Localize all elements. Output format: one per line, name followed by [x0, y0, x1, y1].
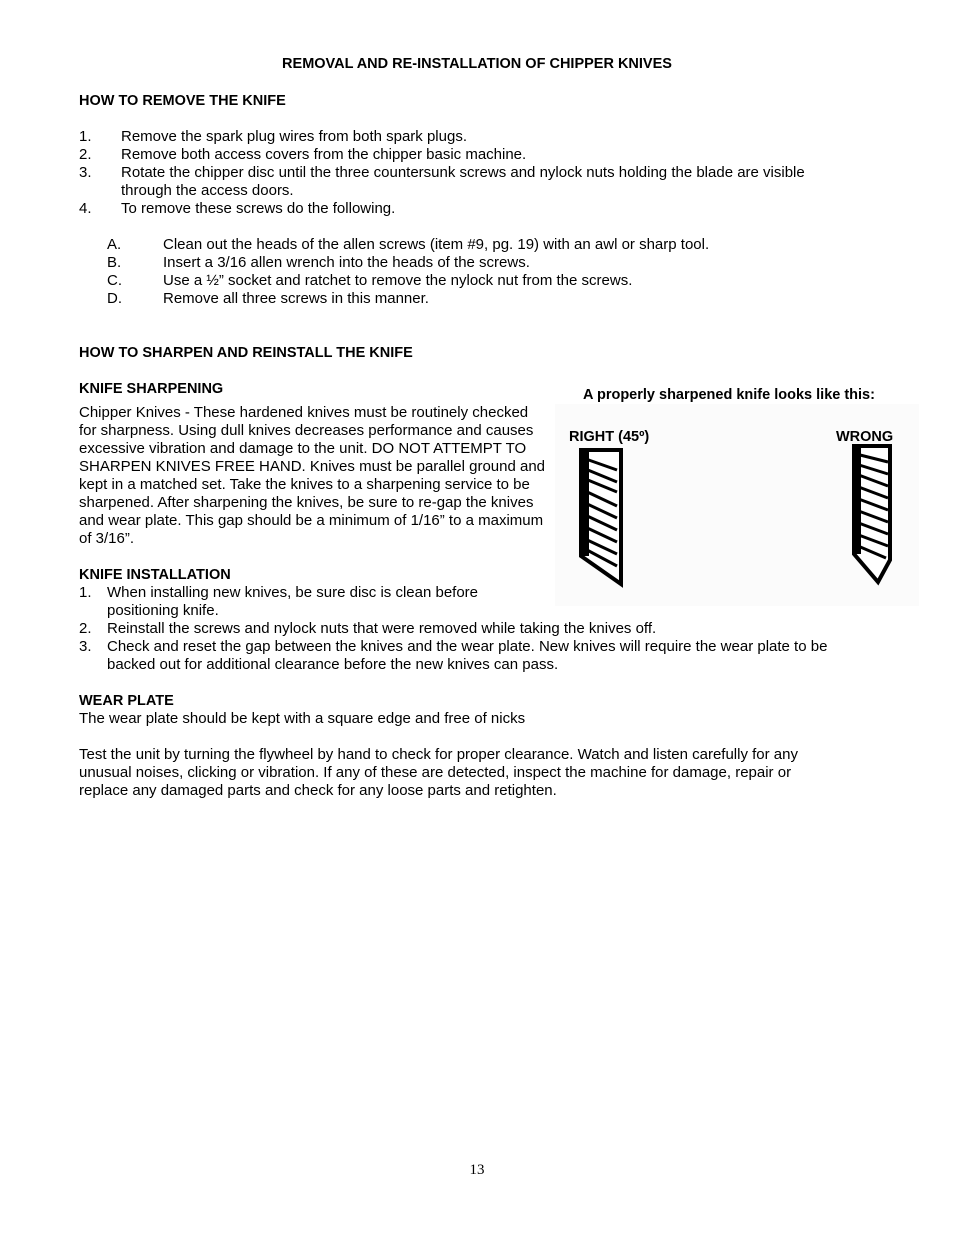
- figure-caption: A properly sharpened knife looks like this:: [583, 387, 875, 403]
- knife-installation-heading: KNIFE INSTALLATION: [79, 567, 231, 583]
- remove-step-text: Remove both access covers from the chipper basic machine.: [121, 146, 527, 163]
- install-step-text: Check and reset the gap between the knives and the wear plate. New knives will require the wear plate to be: [107, 638, 828, 655]
- wear-plate-text: The wear plate should be kept with a square edge and free of nicks: [79, 710, 526, 727]
- install-step-num: 1.: [79, 584, 92, 601]
- remove-substep-letter: C.: [107, 272, 122, 289]
- wear-plate-heading: WEAR PLATE: [79, 693, 174, 709]
- remove-step-num: 1.: [79, 128, 92, 145]
- right-knife-illustration: [573, 448, 629, 588]
- remove-substep-letter: A.: [107, 236, 122, 253]
- install-step-text: Reinstall the screws and nylock nuts that were removed while taking the knives off.: [107, 620, 657, 637]
- remove-step-text: Rotate the chipper disc until the three countersunk screws and nylock nuts holding the blade are visible: [121, 164, 805, 181]
- page-title: REMOVAL AND RE-INSTALLATION OF CHIPPER KNIVES: [282, 56, 672, 72]
- remove-step-text-cont: through the access doors.: [121, 182, 294, 199]
- install-step-text-cont: backed out for additional clearance before the new knives can pass.: [107, 656, 559, 673]
- knife-sharpening-heading: KNIFE SHARPENING: [79, 381, 224, 397]
- test-paragraph-line: replace any damaged parts and check for any loose parts and retighten.: [79, 782, 557, 799]
- remove-step-num: 4.: [79, 200, 92, 217]
- install-step-text-cont: positioning knife.: [107, 602, 219, 619]
- remove-step-text: To remove these screws do the following.: [121, 200, 396, 217]
- remove-step-num: 3.: [79, 164, 92, 181]
- knife-figure: [555, 404, 919, 606]
- remove-step-text: Remove the spark plug wires from both spark plugs.: [121, 128, 467, 145]
- knife-sharpening-paragraph: Chipper Knives - These hardened knives must be routinely checked for sharpness. Using dull knives decreases performance and causes excessive vibration and damage to the unit. DO NOT ATTEMPT TO SHARPEN KNIVES FREE HAND. Knives must be parallel ground and kept in a matched set. Take the knives to a sharpening service to be sharpened. After sharpening the knives, be sure to re-gap the knives and wear plate. This gap should be a minimum of 1/16” to a maximum of 3/16”.: [79, 404, 546, 547]
- wrong-knife-illustration: [848, 442, 898, 586]
- remove-heading: HOW TO REMOVE THE KNIFE: [79, 93, 286, 109]
- page-number: 13: [469, 1162, 485, 1178]
- test-paragraph-line: unusual noises, clicking or vibration. If any of these are detected, inspect the machine for damage, repair or: [79, 764, 792, 781]
- test-paragraph-line: Test the unit by turning the flywheel by hand to check for proper clearance. Watch and listen carefully for any: [79, 746, 798, 763]
- install-step-num: 2.: [79, 620, 92, 637]
- install-step-text: When installing new knives, be sure disc is clean before: [107, 584, 479, 601]
- remove-substep-text: Insert a 3/16 allen wrench into the heads of the screws.: [163, 254, 530, 271]
- remove-substep-letter: D.: [107, 290, 122, 307]
- remove-substep-text: Use a ½” socket and ratchet to remove the nylock nut from the screws.: [163, 272, 633, 289]
- remove-substep-text: Clean out the heads of the allen screws (item #9, pg. 19) with an awl or sharp tool.: [163, 236, 710, 253]
- remove-substep-text: Remove all three screws in this manner.: [163, 290, 429, 307]
- remove-substep-letter: B.: [107, 254, 122, 271]
- install-step-num: 3.: [79, 638, 92, 655]
- right-label: RIGHT (45º): [569, 429, 650, 445]
- sharpen-heading: HOW TO SHARPEN AND REINSTALL THE KNIFE: [79, 345, 413, 361]
- wrong-label: WRONG: [836, 429, 894, 445]
- remove-step-num: 2.: [79, 146, 92, 163]
